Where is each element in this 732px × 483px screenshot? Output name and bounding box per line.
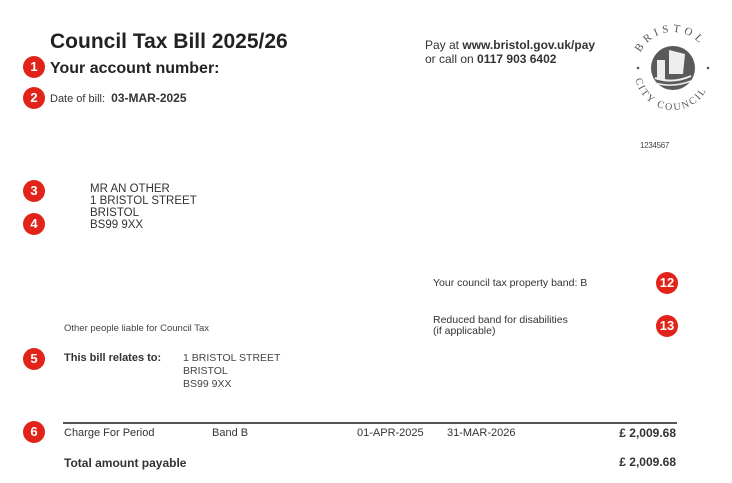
annotation-badge-1: 1 [23, 56, 45, 78]
charge-from-date: 01-APR-2025 [357, 427, 424, 439]
recipient-city: BRISTOL [90, 207, 139, 219]
annotation-badge-6: 6 [23, 421, 45, 443]
bill-date [50, 91, 187, 105]
bill-date-label: Date of bill: [50, 93, 106, 105]
recipient-postcode: BS99 9XX [90, 219, 144, 231]
pay-url-link[interactable]: www.bristol.gov.uk/pay [462, 38, 596, 52]
call-prefix: or call on [425, 52, 478, 66]
total-payable-label: Total amount payable [64, 456, 187, 470]
charge-to-date: 31-MAR-2026 [447, 427, 516, 439]
charges-divider [63, 422, 677, 424]
charge-band: Band B [212, 427, 249, 439]
annotation-badge-4: 4 [23, 213, 45, 235]
reduced-band-line2: (if applicable) [433, 325, 496, 337]
pay-prefix: Pay at [425, 38, 463, 52]
reduced-band-line1: Reduced band for disabilities [433, 314, 568, 326]
recipient-name: MR AN OTHER [90, 183, 170, 195]
payment-info [425, 38, 595, 66]
logo-bottom-text: CITY COUNCIL [632, 76, 710, 110]
bill-relates-address [183, 352, 280, 391]
annotation-badge-12: 12 [656, 272, 678, 294]
bristol-city-council-logo-icon [625, 20, 720, 110]
property-city: BRISTOL [183, 365, 228, 377]
property-band: Your council tax property band: B [433, 277, 588, 289]
annotation-badge-13: 13 [656, 315, 678, 337]
annotation-badge-3: 3 [23, 180, 45, 202]
other-liable-label: Other people liable for Council Tax [64, 323, 210, 334]
property-street: 1 BRISTOL STREET [183, 352, 281, 364]
charge-description: Charge For Period [64, 427, 155, 439]
recipient-address [90, 183, 197, 231]
reference-number: 1234567 [640, 141, 670, 150]
bill-relates-label: This bill relates to: [64, 352, 162, 364]
total-payable-amount: £ 2,009.68 [619, 455, 676, 469]
property-postcode: BS99 9XX [183, 378, 232, 390]
annotation-badge-2: 2 [23, 87, 45, 109]
pay-phone: 0117 903 6402 [477, 52, 557, 66]
bill-date-value: 03-MAR-2025 [111, 91, 187, 105]
account-number-label: Your account number: [50, 60, 220, 77]
logo-top-text: BRISTOL [632, 22, 709, 55]
bill-title: Council Tax Bill 2025/26 [50, 30, 288, 53]
reduced-band-note [433, 315, 568, 337]
annotation-badge-5: 5 [23, 348, 45, 370]
charge-amount: £ 2,009.68 [619, 426, 676, 440]
recipient-street: 1 BRISTOL STREET [90, 195, 197, 207]
